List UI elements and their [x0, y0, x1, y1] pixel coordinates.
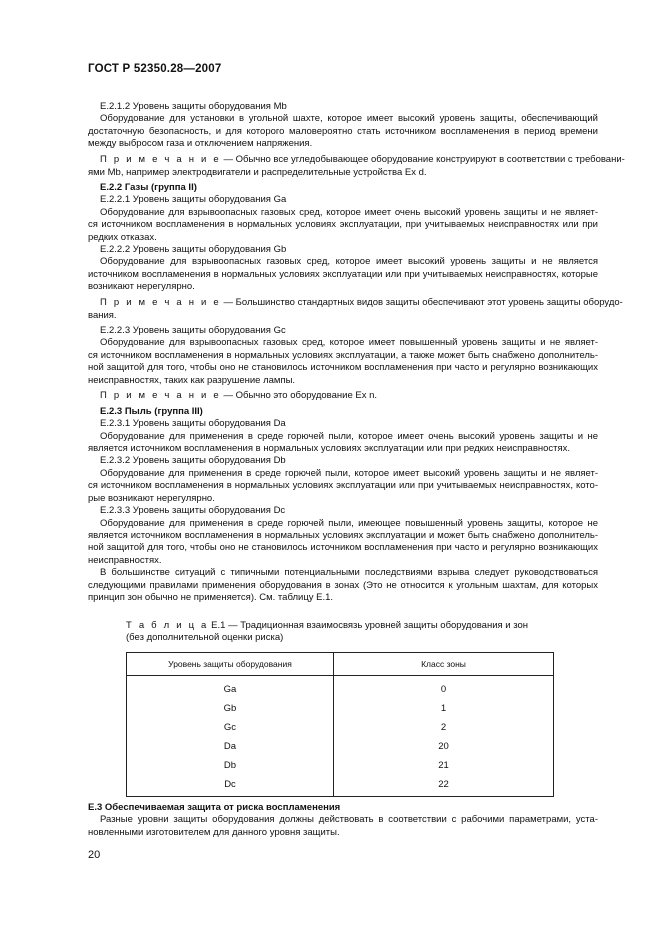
text-line: неисправностях.	[88, 554, 162, 566]
zone-class-cell: 2	[334, 718, 554, 737]
document-body	[88, 101, 625, 604]
text-line: неисправностях, таких как разрушение лампы.	[88, 374, 296, 386]
text-line: Е.2.1.2 Уровень защиты оборудования Mb	[100, 101, 287, 112]
text-line: является источником воспламенения в нормальных условиях эксплуатации и может быть снабжено дополнитель-	[88, 529, 598, 541]
table-caption	[126, 620, 528, 645]
text-line: является источником воспламенения в нормальных условиях эксплуатации или при редких неисправностях.	[88, 443, 571, 455]
table-row	[127, 676, 554, 700]
section-e3-title: Е.3 Обеспечиваемая защита от риска воспламенения	[88, 802, 341, 813]
text-line: Е.2.2.2 Уровень защиты оборудования Gb	[100, 243, 287, 255]
table-caption-subtitle: (без дополнительной оценки риска)	[126, 632, 284, 644]
text-line: В большинстве ситуаций с типичными потенциальными последствиями взрыва следует руководствоваться	[100, 567, 598, 579]
text-line: ся источником воспламенения в нормальных условиях эксплуатации или при учитываемых неисправностях, кото-	[88, 480, 598, 492]
text-line: Е.2.3.2 Уровень защиты оборудования Db	[100, 455, 286, 467]
table-header-cell: Уровень защиты оборудования	[127, 653, 334, 676]
text-line: ями Mb, например электродвигатели и распределительные устройства Ex d.	[88, 166, 427, 178]
note	[88, 154, 625, 179]
text-line: Оборудование для применения в среде горючей пыли, которое имеет очень высокий уровень защиты и не	[100, 430, 598, 442]
table-header-cell: Класс зоны	[334, 653, 554, 676]
text-line: Оборудование для установки в угольной шахте, которое имеет высокий уровень защиты, обеспечивающий	[100, 113, 598, 125]
section-e3	[88, 802, 598, 839]
text-line: вания.	[88, 309, 117, 321]
text-line: Е.2.3.3 Уровень защиты оборудования Dc	[100, 505, 286, 517]
text-line: Е.2.2 Газы (группа II)	[100, 181, 197, 193]
note-text: — Обычно все угледобывающее оборудование конструируют в соответствии с требовани-	[220, 154, 625, 166]
text-line: Оборудование для применения в среде горючей пыли, имеющее повышенный уровень защиты, которое не	[100, 517, 598, 529]
section-heading	[88, 194, 598, 206]
text-line	[88, 154, 625, 166]
table-row	[127, 699, 554, 718]
paragraph	[88, 468, 598, 505]
table-row	[127, 718, 554, 737]
text-line	[88, 297, 623, 309]
section-heading	[88, 101, 598, 113]
paragraph	[88, 207, 598, 244]
protection-level-cell: Da	[127, 737, 334, 756]
text-line: ной защитой для того, чтобы оно не становилось источником воспламенения при часто и регулярно возникающих	[88, 362, 598, 374]
text-line: Оборудование для взрывоопасных газовых сред, которое имеет высокий уровень защиты и не является	[100, 256, 598, 268]
text-line: Е.2.3.1 Уровень защиты оборудования Da	[100, 418, 286, 430]
text-line: Оборудование для взрывоопасных газовых сред, которое имеет очень высокий уровень защиты и не являет-	[100, 206, 598, 218]
text-line: достаточную безопасность, и для которого маловероятно стать источником воспламенения в период времени	[88, 125, 598, 137]
table-row	[127, 737, 554, 756]
section-heading	[88, 505, 598, 517]
section-heading	[88, 325, 598, 337]
paragraph	[88, 814, 598, 839]
zone-class-cell: 21	[334, 756, 554, 775]
paragraph	[88, 337, 598, 387]
section-heading	[88, 455, 598, 467]
text-line: новленными изготовителем для данного уровня защиты.	[88, 826, 340, 838]
text-line: источником воспламенения в нормальных условиях эксплуатации или при учитываемых неисправностях, которые	[88, 268, 598, 280]
section-heading	[88, 406, 598, 418]
protection-level-cell: Db	[127, 756, 334, 775]
text-line: ной защитой для того, чтобы оно не становилось источником воспламенения при часто и регулярно возникающих	[88, 542, 598, 554]
zone-class-cell: 1	[334, 699, 554, 718]
text-line: возникают нерегулярно.	[88, 281, 195, 293]
text-line: Разные уровни защиты оборудования должны действовать в соответствии с рабочими параметрами, уста-	[100, 814, 598, 826]
note-label: П р и м е ч а н и е	[100, 390, 221, 402]
zone-class-cell: 22	[334, 775, 554, 797]
paragraph	[88, 518, 598, 568]
zone-class-cell: 0	[334, 676, 554, 700]
text-line: следующими правилами применения оборудования в зонах (Это не относится к угольным шахтам, для которых	[88, 579, 598, 591]
text-line	[88, 390, 598, 402]
section-heading	[88, 182, 598, 194]
paragraph	[88, 567, 598, 604]
table-row	[127, 756, 554, 775]
note-label: П р и м е ч а н и е	[100, 154, 221, 166]
section-heading	[88, 244, 598, 256]
paragraph	[88, 113, 598, 150]
paragraph	[88, 256, 598, 293]
note	[88, 297, 623, 322]
protection-level-cell: Gb	[127, 699, 334, 718]
protection-level-cell: Ga	[127, 676, 334, 700]
table-caption-title: Е.1 — Традиционная взаимосвязь уровней защиты оборудования и зон	[208, 620, 529, 631]
text-line: Е.2.2.1 Уровень защиты оборудования Ga	[100, 194, 287, 206]
text-line: Е.2.3 Пыль (группа III)	[100, 405, 203, 417]
zone-class-cell: 20	[334, 737, 554, 756]
table-row	[127, 775, 554, 797]
text-line: рые возникают нерегулярно.	[88, 492, 215, 504]
zones-table	[126, 652, 554, 797]
text-line: Е.2.2.3 Уровень защиты оборудования Gc	[100, 324, 286, 336]
note-text: — Большинство стандартных видов защиты обеспечивают этот уровень защиты оборудо-	[220, 297, 623, 309]
protection-level-cell: Gc	[127, 718, 334, 737]
text-line: принцип зон обычно не применяется). См. таблицу Е.1.	[88, 591, 334, 603]
text-line: Оборудование для применения в среде горючей пыли, которое имеет высокий уровень защиты и не являет-	[100, 467, 598, 479]
protection-level-cell: Dc	[127, 775, 334, 797]
table-caption-label: Т а б л и ц а	[126, 620, 209, 631]
section-heading	[88, 418, 598, 430]
text-line: Оборудование для взрывоопасных газовых сред, которое имеет повышенный уровень защиты и не являет-	[100, 337, 598, 349]
document-header: ГОСТ Р 52350.28—2007	[88, 63, 222, 75]
note	[88, 390, 598, 402]
page-number: 20	[88, 849, 101, 861]
note-label: П р и м е ч а н и е	[100, 297, 221, 309]
text-line: ся источником воспламенения в нормальных условиях эксплуатации, при учитываемых неисправностях или при	[88, 219, 598, 231]
text-line: между выбросом газа и отключением напряжения.	[88, 138, 313, 150]
text-line: ся источником воспламенения в нормальных условиях эксплуатации, а также может быть снабжено дополнитель-	[88, 349, 598, 361]
paragraph	[88, 431, 598, 456]
note-text: — Обычно это оборудование Ex n.	[220, 390, 378, 402]
text-line: редких отказах.	[88, 231, 157, 243]
